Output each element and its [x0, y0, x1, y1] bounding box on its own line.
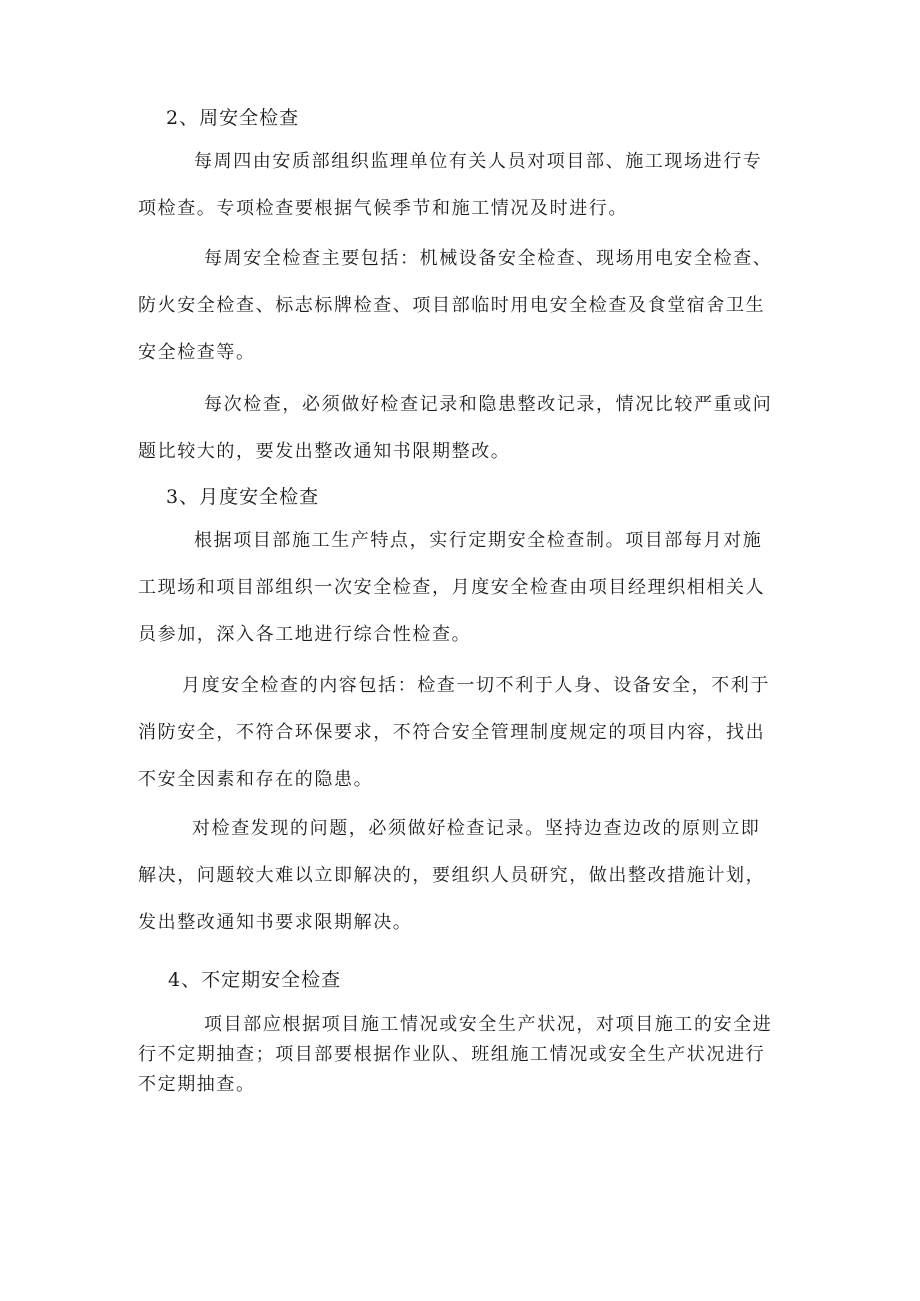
- paragraph-line: 安全检查等。: [138, 342, 256, 363]
- section-heading-irregular: 4、不定期安全检查: [168, 969, 342, 991]
- paragraph-line: 发出整改通知书要求限期解决。: [138, 912, 413, 933]
- paragraph-line: 每次检查，必须做好检查记录和隐患整改记录，情况比较严重或问: [204, 394, 773, 415]
- section-heading-weekly: 2、周安全检查: [166, 107, 300, 129]
- paragraph-line: 项检查。专项检查要根据气候季节和施工情况及时进行。: [138, 198, 628, 219]
- paragraph-line: 项目部应根据项目施工情况或安全生产状况，对项目施工的安全进: [204, 1014, 773, 1035]
- paragraph-line: 工现场和项目部组织一次安全检查，月度安全检查由项目经理织相相关人: [138, 577, 766, 598]
- paragraph-line: 月度安全检查的内容包括：检查一切不利于人身、设备安全，不利于: [182, 675, 770, 696]
- paragraph-line: 不安全因素和存在的隐患。: [138, 769, 374, 790]
- paragraph-line: 题比较大的，要发出整改通知书限期整改。: [138, 441, 511, 462]
- paragraph-monthly-issues: [138, 805, 788, 946]
- paragraph-weekly-content: [138, 235, 788, 376]
- paragraph-line: 解决，问题较大难以立即解决的，要组织人员研究，做出整改措施计划，: [138, 865, 766, 886]
- paragraph-line: 员参加，深入各工地进行综合性检查。: [138, 624, 472, 645]
- paragraph-line: 对检查发现的问题，必须做好检查记录。坚持边查边改的原则立即: [192, 818, 761, 839]
- paragraph-monthly-content: [138, 662, 788, 803]
- section-heading-monthly: 3、月度安全检查: [166, 486, 320, 508]
- paragraph-line: 消防安全，不符合环保要求，不符合安全管理制度规定的项目内容，找出: [138, 722, 766, 743]
- paragraph-line: 防火安全检查、标志标牌检查、项目部临时用电安全检查及食堂宿舍卫生: [138, 295, 766, 316]
- paragraph-line: 每周四由安质部组织监理单位有关人员对项目部、施工现场进行专: [194, 151, 763, 172]
- paragraph-line: 不定期抽查。: [138, 1074, 256, 1095]
- paragraph-line: 行不定期抽查；项目部要根据作业队、班组施工情况或安全生产状况进行: [138, 1044, 766, 1065]
- paragraph-weekly-records: [138, 381, 788, 475]
- paragraph-irregular-checks: [138, 1010, 788, 1100]
- paragraph-monthly-system: [138, 517, 788, 658]
- paragraph-line: 根据项目部施工生产特点，实行定期安全检查制。项目部每月对施: [194, 530, 763, 551]
- paragraph-line: 每周安全检查主要包括：机械设备安全检查、现场用电安全检查、: [204, 248, 773, 269]
- paragraph-weekly-organization: [138, 138, 788, 232]
